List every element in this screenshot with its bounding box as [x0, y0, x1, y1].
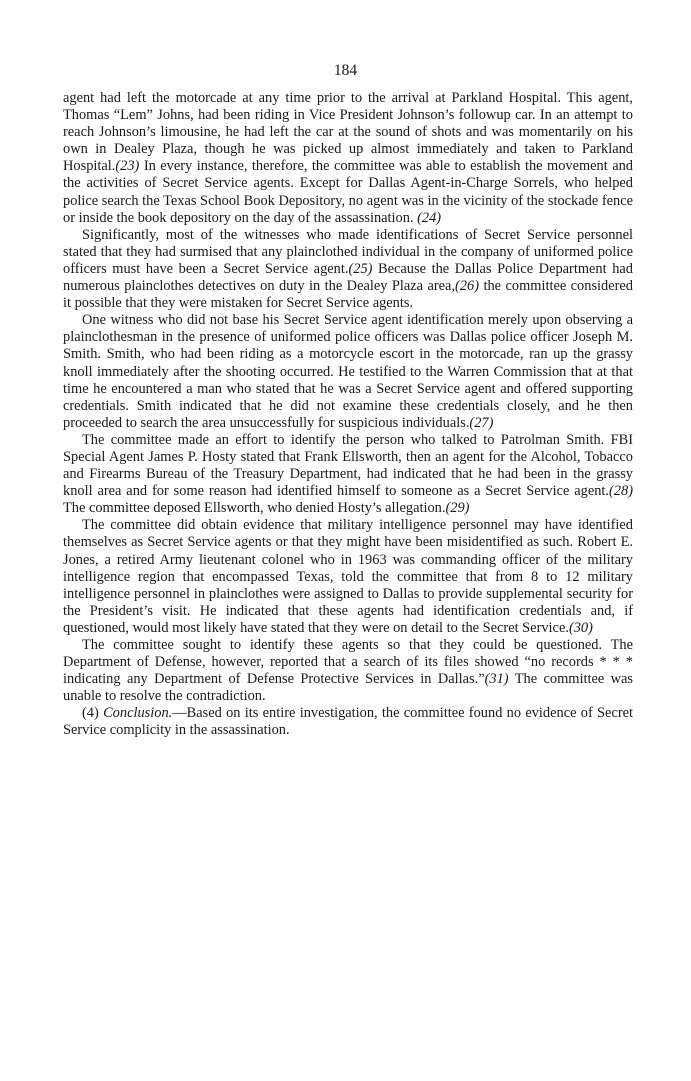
text-run: The committee made an effort to identify the person who talked to Patrolman Smith. FBI Special Agent James P. Hosty stated that Frank Ellsworth, then an agent for the Alcohol, Tobacco and Firearms Bureau of the Treasury Department, had indicated that he had been in the grassy knoll area and for some reason had identified himself to someone as a Secret Service agent. — [63, 431, 633, 500]
text-run: agent had left the motorcade at any time prior to the arrival at Parkland Hospital. This agent, Thomas “Lem” Johns, had been riding in Vice President Johnson’s followup car. In an attempt to reach Johnson’s limousine, he had left the car at the sound of shots and was momentarily on his own in Dealey Plaza, though he was picked up almost immediately and taken to Parkland Hospital. — [63, 90, 633, 175]
text-run: (4) — [82, 705, 104, 722]
text-run: The committee deposed Ellsworth, who denied Hosty’s allegation. — [63, 500, 446, 517]
italic-text: (26) — [455, 278, 480, 295]
italic-text: (25) — [348, 260, 373, 277]
italic-text: (23) — [115, 158, 140, 175]
paragraph — [63, 227, 633, 312]
italic-text: (27) — [469, 414, 494, 431]
italic-text: (28) — [609, 483, 633, 500]
italic-text: Conclusion. — [103, 705, 173, 722]
paragraph — [63, 432, 633, 517]
text-run: One witness who did not base his Secret Service agent identification merely upon observing a plainclothesman in the presence of uniformed police officers was Dallas police officer Joseph M. Smith. Smith, who had been riding as a motorcycle escort in the motorcade, ran up the grassy knoll immediately after the shooting occurred. He testified to the Warren Commission that at that time he encountered a man who stated that he was a Secret Service agent and offered supporting credentials. Smith indicated that he did not examine these credentials closely, and he then proceeded to search the area unsuccessfully for suspicious individuals. — [63, 312, 633, 431]
text-run: The committee sought to identify these agents so that they could be questioned. The Department of Defense, however, reported that a search of its files showed “no records * * * indicating any Department of Defense Protective Services in Dallas.” — [63, 637, 633, 688]
paragraph — [63, 312, 633, 432]
text-run: In every instance, therefore, the committee was able to establish the movement and the activities of Secret Service agents. Except for Dallas Agent-in-Charge Sorrels, who helped police search the Texas School Book Depository, no agent was in the vicinity of the stockade fence or inside the book depository on the day of the assassination. — [63, 158, 633, 226]
page-number: 184 — [333, 62, 358, 79]
paragraph — [63, 705, 633, 739]
paragraph — [63, 517, 633, 637]
text-run: Significantly, most of the witnesses who made identifications of Secret Service personnel stated that they had surmised that any plainclothed individual in the company of uniformed police officers must have been a Secret Service agent. — [63, 226, 633, 277]
text-run: the committee considered it possible that they were mistaken for Secret Service agents. — [63, 278, 633, 312]
paragraph — [63, 90, 633, 227]
italic-text: (24) — [417, 209, 442, 226]
text-run: The committee did obtain evidence that military intelligence personnel may have identified themselves as Secret Service agents or that they might have been misidentified as such. Robert E. Jones, a retired Army lieutenant colonel who in 1963 was commanding officer of the military intelligence region that encompassed Texas, told the committee that from 8 to 12 military intelligence personnel in plainclothes were assigned to Dallas to provide supplemental security for the President’s visit. He indicated that these agents had identification credentials and, if questioned, would most likely have stated that they were on detail to the Secret Service. — [63, 517, 633, 636]
body-text — [63, 90, 633, 740]
text-run: Because the Dallas Police Department had numerous plainclothes detectives on duty in the Dealey Plaza area, — [63, 260, 633, 295]
paragraph — [63, 637, 633, 705]
text-run: The committee was unable to resolve the contradiction. — [63, 671, 633, 705]
italic-text: (29) — [445, 500, 470, 517]
text-run: —Based on its entire investigation, the committee found no evidence of Secret Service complicity in the assassination. — [63, 705, 633, 739]
italic-text: (31) — [484, 671, 509, 688]
italic-text: (30) — [568, 619, 593, 636]
